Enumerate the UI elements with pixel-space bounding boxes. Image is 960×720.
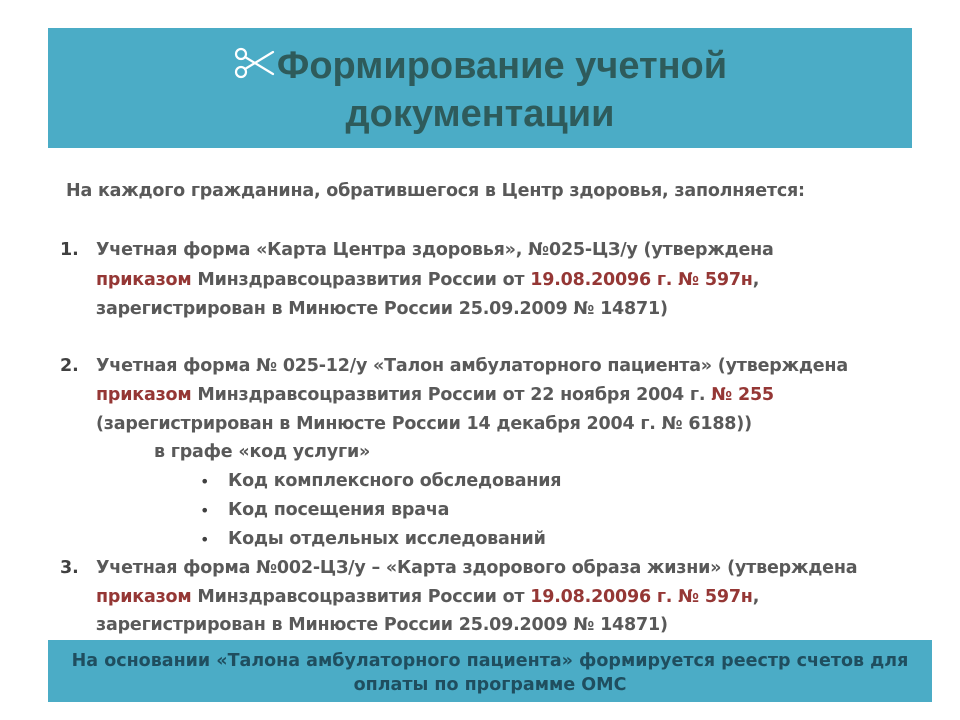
item-2-number: 2. bbox=[60, 356, 79, 376]
item-2-line-2: приказом Минздравсоцразвития России от 22 ноября 2004 г. № 255 bbox=[96, 385, 774, 405]
item-3-line-3: зарегистрирован в Минюсте России 25.09.2009 № 14871) bbox=[96, 615, 668, 635]
order-number: № 255 bbox=[711, 385, 774, 405]
bullet-icon: • bbox=[200, 501, 210, 520]
item-1-line-3: зарегистрирован в Минюсте России 25.09.2009 № 14871) bbox=[96, 299, 668, 319]
footer-line-2: оплаты по программе ОМС bbox=[353, 675, 627, 695]
footer-line-1: На основании «Талона амбулаторного пациента» формируется реестр счетов для bbox=[71, 651, 909, 671]
order-link-text: приказом bbox=[96, 587, 192, 607]
item-2-line-3: (зарегистрирован в Минюсте России 14 декабря 2004 г. № 6188)) bbox=[96, 414, 752, 434]
bullet-icon: • bbox=[200, 472, 210, 491]
order-number: 19.08.20096 г. № 597н bbox=[530, 270, 753, 290]
item-3-line-2: приказом Минздравсоцразвития России от 19.08.20096 г. № 597н, bbox=[96, 587, 760, 607]
item-3-line-1: Учетная форма №002-ЦЗ/у – «Карта здорового образа жизни» (утверждена bbox=[96, 558, 858, 578]
item-1-line-1: Учетная форма «Карта Центра здоровья», №025-ЦЗ/у (утверждена bbox=[96, 240, 774, 260]
order-number: 19.08.20096 г. № 597н bbox=[530, 587, 753, 607]
footer-text bbox=[48, 649, 932, 697]
item-1-line-2: приказом Минздравсоцразвития России от 19.08.20096 г. № 597н, bbox=[96, 270, 760, 290]
item-1-number: 1. bbox=[60, 240, 79, 260]
list-item: Код посещения врача bbox=[228, 500, 450, 520]
list-item: Коды отдельных исследований bbox=[228, 529, 546, 549]
list-item: Код комплексного обследования bbox=[228, 471, 562, 491]
footer-banner bbox=[48, 640, 932, 702]
intro-text: На каждого гражданина, обратившегося в Центр здоровья, заполняется: bbox=[66, 181, 805, 201]
title-line-1: Формирование учетной bbox=[276, 45, 728, 87]
order-link-text: приказом bbox=[96, 385, 192, 405]
item-2-subheading: в графе «код услуги» bbox=[154, 442, 371, 462]
title-line-2: документации bbox=[345, 93, 615, 135]
item-2-line-1: Учетная форма № 025-12/у «Талон амбулаторного пациента» (утверждена bbox=[96, 356, 848, 376]
bullet-icon: • bbox=[200, 530, 210, 549]
item-3-number: 3. bbox=[60, 558, 79, 578]
order-link-text: приказом bbox=[96, 270, 192, 290]
